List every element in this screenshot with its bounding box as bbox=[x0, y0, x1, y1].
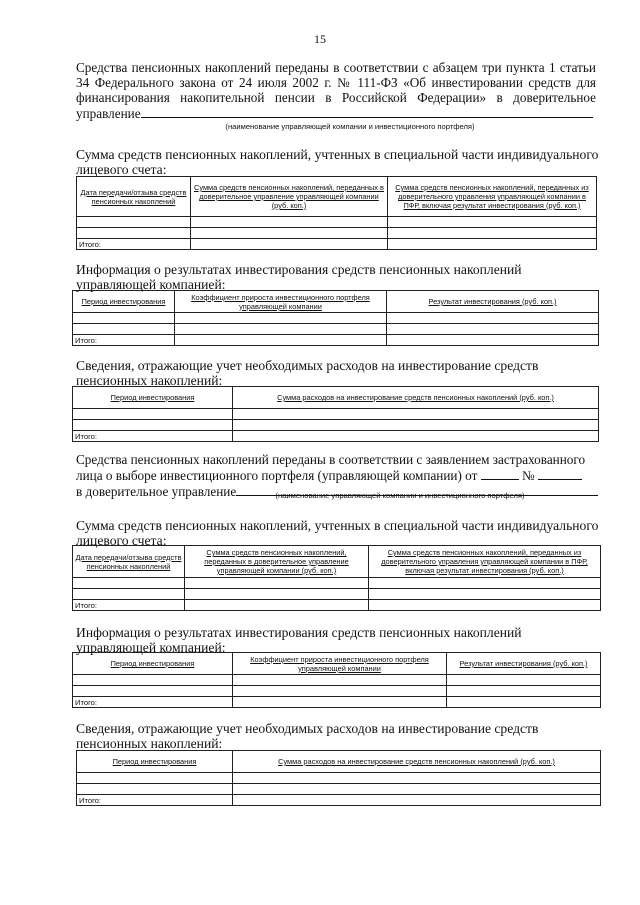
table-header: Сумма расходов на инвестирование средств пенсионных накоплений (руб. коп.) bbox=[233, 751, 601, 773]
section2-caption: (наименование управляющей компании и инвестиционного портфеля) bbox=[275, 491, 525, 500]
table-cell bbox=[387, 324, 599, 335]
table-header: Период инвестирования bbox=[77, 751, 233, 773]
total-label: Итого: bbox=[77, 239, 191, 250]
table-cell bbox=[369, 578, 601, 589]
table-cell bbox=[77, 217, 191, 228]
table-header: Сумма расходов на инвестирование средств пенсионных накоплений (руб. коп.) bbox=[233, 387, 599, 409]
table-header: Период инвестирования bbox=[73, 653, 233, 675]
section2-intro-line2a: лица о выборе инвестиционного портфеля (управляющей компании) от bbox=[76, 468, 478, 483]
table-cell bbox=[233, 420, 599, 431]
table-cell bbox=[185, 589, 369, 600]
table-cell bbox=[185, 578, 369, 589]
table-cell bbox=[388, 217, 597, 228]
table-cell bbox=[388, 228, 597, 239]
page-number: 15 bbox=[314, 32, 326, 46]
section2-expense-table bbox=[76, 750, 601, 806]
table-cell bbox=[185, 600, 369, 611]
table-cell bbox=[77, 228, 191, 239]
section1-name-blank bbox=[141, 105, 593, 118]
table-header: Результат инвестирования (руб. коп.) bbox=[447, 653, 601, 675]
total-label: Итого: bbox=[77, 795, 233, 806]
section2-sum-table bbox=[72, 545, 601, 611]
table-cell bbox=[73, 409, 233, 420]
section1-sum-heading: Сумма средств пенсионных накоплений, учтенных в специальной части индивидуального лицевого счета: bbox=[76, 147, 599, 177]
table-cell bbox=[369, 589, 601, 600]
section1-result-table bbox=[72, 290, 599, 346]
table-cell bbox=[191, 228, 388, 239]
table-header: Сумма средств пенсионных накоплений, переданных в доверительное управление управляющей компании (руб. коп.) bbox=[185, 546, 369, 578]
table-header: Сумма средств пенсионных накоплений, переданных из доверительного управления управляющей компании в ПФР, включая результат инвестирования (руб. коп.) bbox=[388, 177, 597, 217]
table-cell bbox=[233, 431, 599, 442]
table-cell bbox=[175, 324, 387, 335]
total-label: Итого: bbox=[73, 431, 233, 442]
table-cell bbox=[77, 784, 233, 795]
table-cell bbox=[175, 313, 387, 324]
table-header: Результат инвестирования (руб. коп.) bbox=[387, 291, 599, 313]
table-cell bbox=[73, 578, 185, 589]
table-header: Дата передачи/отзыва средств пенсионных накоплений bbox=[77, 177, 191, 217]
table-cell bbox=[447, 675, 601, 686]
table-cell bbox=[77, 773, 233, 784]
table-header: Коэффициент прироста инвестиционного портфеля управляющей компании bbox=[233, 653, 447, 675]
section1-intro-text: Средства пенсионных накоплений переданы в соответствии с абзацем три пункта 1 статьи 34 Федерального закона от 24 июля 2002 г. № 111-ФЗ «Об инвестировании средств для финансирования накопительной пенсии в Российской Федерации» в доверительное bbox=[76, 60, 596, 105]
section2-intro-line2 bbox=[76, 467, 600, 483]
total-label: Итого: bbox=[73, 600, 185, 611]
table-cell bbox=[233, 697, 447, 708]
table-cell bbox=[73, 675, 233, 686]
section1-intro bbox=[76, 60, 596, 121]
section2-expense-heading: Сведения, отражающие учет необходимых расходов на инвестирование средств пенсионных накоплений: bbox=[76, 721, 539, 751]
section2-result-heading: Информация о результатах инвестирования средств пенсионных накоплений управляющей компанией: bbox=[76, 625, 522, 655]
table-header: Сумма средств пенсионных накоплений, переданных в доверительное управление управляющей компании (руб. коп.) bbox=[191, 177, 388, 217]
table-cell bbox=[73, 324, 175, 335]
table-cell bbox=[387, 313, 599, 324]
table-header: Период инвестирования bbox=[73, 387, 233, 409]
section2-result-table bbox=[72, 652, 601, 708]
section1-result-heading: Информация о результатах инвестирования средств пенсионных накоплений управляющей компанией: bbox=[76, 262, 522, 292]
section2-intro-line3-text: в доверительное управление bbox=[76, 484, 237, 499]
table-cell bbox=[369, 600, 601, 611]
total-label: Итого: bbox=[73, 697, 233, 708]
table-cell bbox=[233, 675, 447, 686]
table-cell bbox=[233, 773, 601, 784]
table-cell bbox=[73, 589, 185, 600]
table-cell bbox=[73, 313, 175, 324]
section1-caption: (наименование управляющей компании и инвестиционного портфеля) bbox=[225, 122, 475, 131]
section1-expense-heading: Сведения, отражающие учет необходимых расходов на инвестирование средств пенсионных накоплений: bbox=[76, 358, 539, 388]
table-cell bbox=[388, 239, 597, 250]
table-cell bbox=[233, 795, 601, 806]
date-blank bbox=[481, 467, 519, 480]
table-cell bbox=[447, 686, 601, 697]
section2-sum-heading: Сумма средств пенсионных накоплений, учтенных в специальной части индивидуального лицевого счета: bbox=[76, 518, 599, 548]
table-cell bbox=[73, 420, 233, 431]
table-cell bbox=[233, 686, 447, 697]
table-header: Дата передачи/отзыва средств пенсионных накоплений bbox=[73, 546, 185, 578]
number-blank bbox=[538, 467, 582, 480]
section1-expense-table bbox=[72, 386, 599, 442]
section1-sum-table bbox=[76, 176, 597, 250]
table-cell bbox=[73, 686, 233, 697]
table-cell bbox=[233, 409, 599, 420]
total-label: Итого: bbox=[73, 335, 175, 346]
table-cell bbox=[175, 335, 387, 346]
number-sign: № bbox=[521, 468, 535, 483]
table-cell bbox=[191, 239, 388, 250]
table-cell bbox=[447, 697, 601, 708]
table-cell bbox=[233, 784, 601, 795]
table-header: Период инвестирования bbox=[73, 291, 175, 313]
table-cell bbox=[387, 335, 599, 346]
table-header: Коэффициент прироста инвестиционного портфеля управляющей компании bbox=[175, 291, 387, 313]
section2-intro-line1: Средства пенсионных накоплений переданы в соответствии с заявлением застрахованного bbox=[76, 452, 586, 467]
section1-intro-last: управление bbox=[76, 106, 141, 121]
table-cell bbox=[191, 217, 388, 228]
table-header: Сумма средств пенсионных накоплений, переданных из доверительного управления управляющей компании в ПФР, включая результат инвестирования (руб. коп.) bbox=[369, 546, 601, 578]
